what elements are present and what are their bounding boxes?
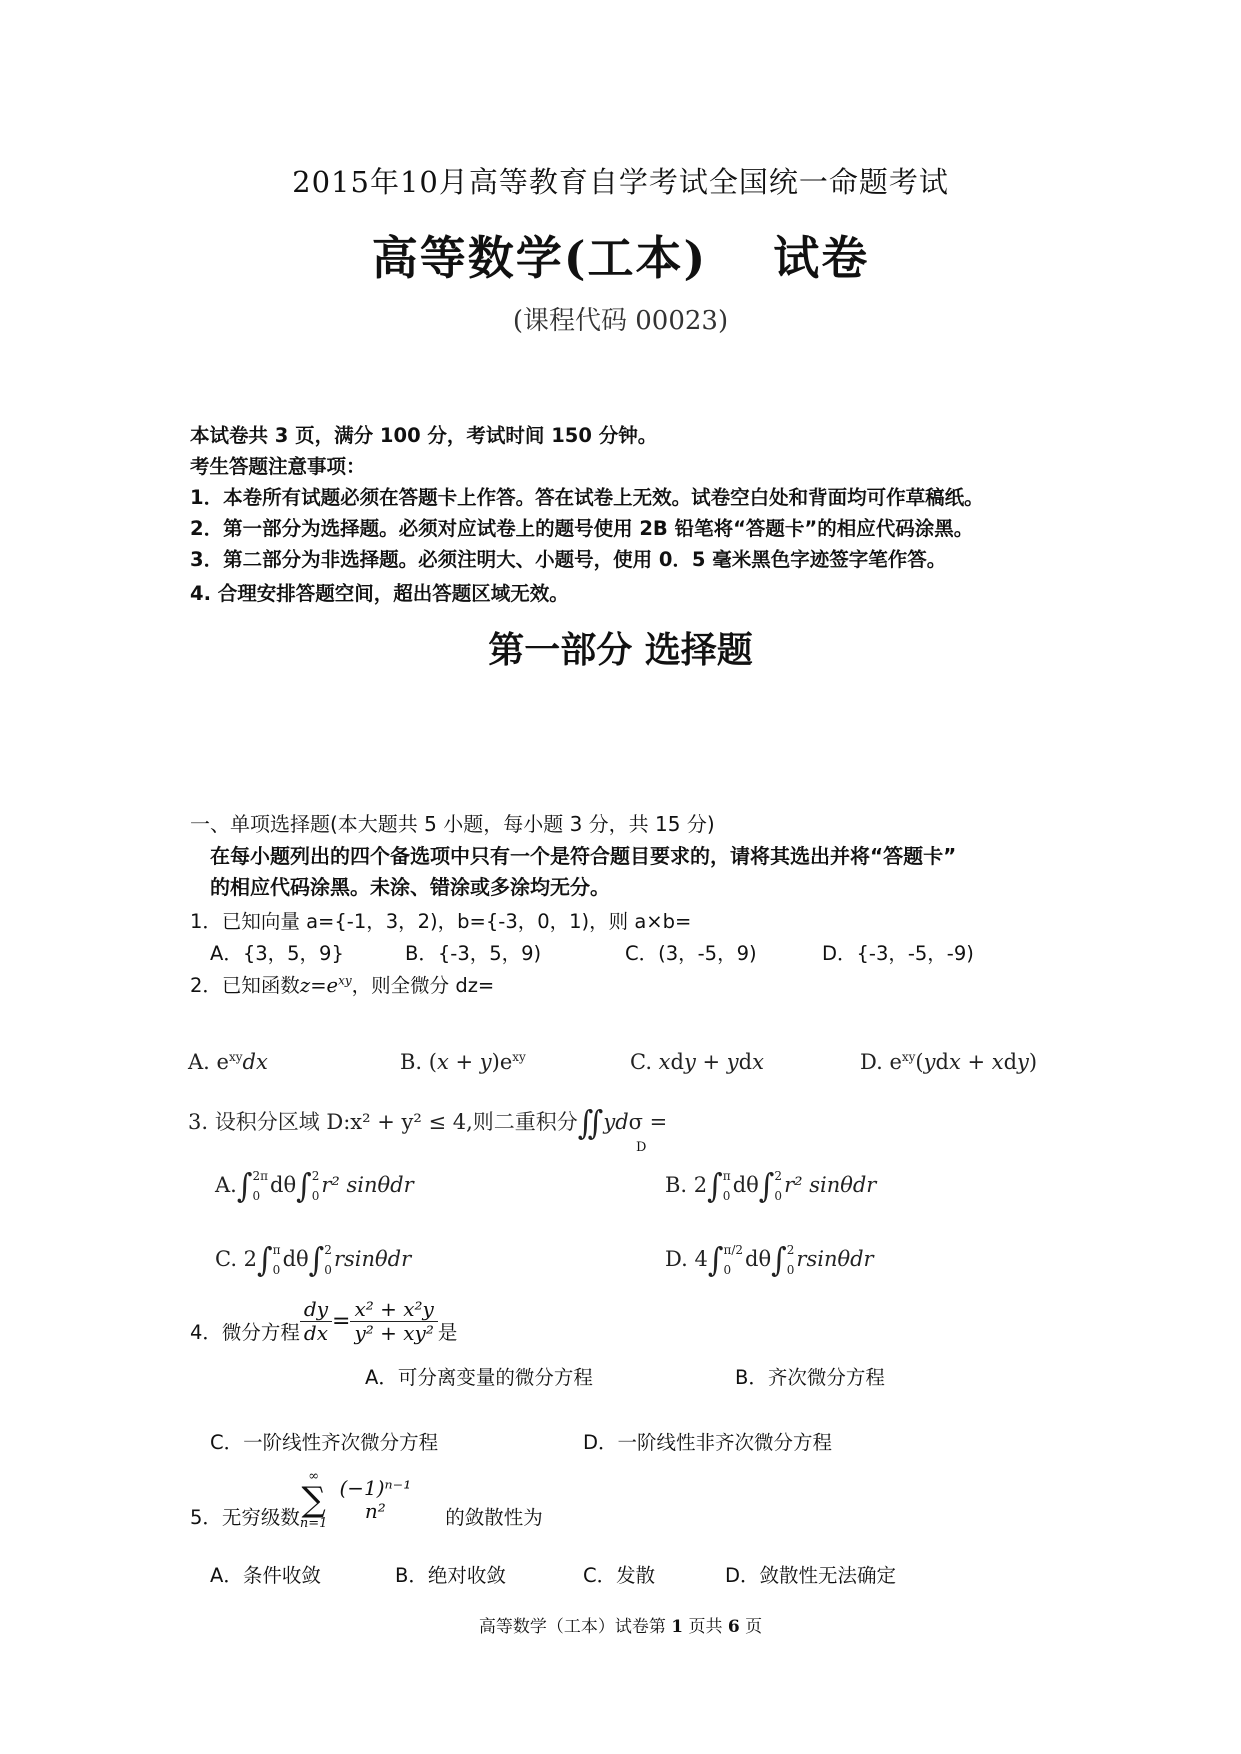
q5-option-b: B．绝对收敛 xyxy=(395,1564,506,1587)
q4-option-a: A．可分离变量的微分方程 xyxy=(365,1366,593,1389)
page-total: 6 xyxy=(727,1617,740,1637)
notice-heading: 考生答题注意事项： xyxy=(190,455,366,478)
q5-option-a: A．条件收敛 xyxy=(210,1564,321,1587)
q5-option-d: D．敛散性无法确定 xyxy=(725,1564,897,1587)
q2-option-b: B. $(x + y)e^{xy}$ xyxy=(400,1050,526,1074)
q4-lhs-fraction: $\frac{dy}{dx}$ xyxy=(300,1298,332,1345)
notice-item: 1．本卷所有试题必须在答题卡上作答。答在试卷上无效。试卷空白处和背面均可作草稿纸。 xyxy=(190,486,984,509)
q1-option-a: A．{3，5，9} xyxy=(210,942,344,965)
summation-sign: ∞ ∑ n=1 xyxy=(299,1469,328,1531)
section-title: 一、单项选择题(本大题共 5 小题，每小题 3 分，共 15 分) xyxy=(190,812,715,836)
q4-option-d: D．一阶线性非齐次微分方程 xyxy=(583,1431,833,1454)
double-integral-sign: ∬ xyxy=(577,1104,604,1143)
section-instruction: 在每小题列出的四个备选项中只有一个是符合题目要求的，请将其选出并将“答题卡” xyxy=(210,844,957,868)
question-5-stem: 5．无穷级数 ∞ ∑ n=1 (−1)ⁿ⁻¹ n² 的敛散性为 xyxy=(190,1469,543,1531)
q2-stem-prefix: 2．已知函数 xyxy=(190,974,300,997)
notice-item: 2．第一部分为选择题。必须对应试卷上的题号使用 2B 铅笔将“答题卡”的相应代码涂黑。 xyxy=(190,517,974,540)
q5-option-c: C．发散 xyxy=(583,1564,656,1587)
q4-rhs-fraction: $\frac{\text{x² + x²y}}{\text{y² + xy²}}$ xyxy=(350,1298,437,1345)
q3-option-d: D. 4∫ π/2 0 dθ∫ 2 0 rsinθdr xyxy=(665,1241,874,1280)
subject-title: 高等数学(工本) 试卷 xyxy=(371,231,870,285)
notice-summary: 本试卷共 3 页，满分 100 分，考试时间 150 分钟。 xyxy=(190,424,658,447)
q2-stem-suffix: ，则全微分 dz= xyxy=(351,974,495,997)
q2-option-c: C. xdy + ydx xyxy=(630,1050,764,1074)
q2-formula: $z=e^{xy}$ xyxy=(299,973,352,997)
q1-option-c: C．(3，-5，9) xyxy=(625,942,757,965)
q4-option-c: C．一阶线性齐次微分方程 xyxy=(210,1431,439,1454)
section-instruction: 的相应代码涂黑。未涂、错涂或多涂均无分。 xyxy=(210,875,610,899)
page-footer: 高等数学（工本）试卷第 1 页共 6 页 xyxy=(478,1617,763,1637)
question-4-stem: 4．微分方程 $\frac{dy}{dx}$ = $\frac{\text{x² + x²y}}{\text{y² + xy²}}$ 是 xyxy=(190,1297,458,1345)
question-3-stem: 3. 设积分区域 D:x² + y² ≤ 4,则二重积分∬ydσ = xyxy=(188,1104,668,1143)
exam-title-line: 2015年10月高等教育自学考试全国统一命题考试 xyxy=(292,165,949,199)
q5-term-fraction: (−1)ⁿ⁻¹ n² xyxy=(339,1476,412,1523)
page-number: 1 xyxy=(671,1617,684,1637)
q3-option-c: C. 2∫ π 0 dθ∫ 2 0 rsinθdr xyxy=(215,1241,412,1280)
q3-option-b: B. 2∫ π 0 dθ∫ 2 0 r² sinθdr xyxy=(665,1167,877,1206)
part-one-title: 第一部分 选择题 xyxy=(488,629,753,671)
q3-option-a: A.∫ 2π 0 dθ∫ 2 0 r² sinθdr xyxy=(215,1167,414,1206)
course-code: (课程代码 00023) xyxy=(512,306,729,336)
notice-item: 3．第二部分为非选择题。必须注明大、小题号，使用 0．5 毫米黑色字迹签字笔作答。 xyxy=(190,548,947,571)
q1-option-d: D．{-3，-5，-9) xyxy=(822,942,974,965)
integral-region-label: D xyxy=(636,1140,647,1155)
notice-item: 4. 合理安排答题空间，超出答题区域无效。 xyxy=(190,582,569,605)
q2-option-d: D. $e^{xy}(ydx + xdy)$ xyxy=(860,1050,1038,1074)
q4-option-b: B．齐次微分方程 xyxy=(735,1366,885,1389)
question-2-stem xyxy=(190,970,494,998)
q2-option-a: A. $e^{xy}dx$ xyxy=(188,1050,268,1074)
question-1-stem: 1．已知向量 a={-1，3，2)，b={-3，0，1)，则 a×b= xyxy=(190,910,692,933)
q1-option-b: B．{-3，5，9) xyxy=(405,942,542,965)
